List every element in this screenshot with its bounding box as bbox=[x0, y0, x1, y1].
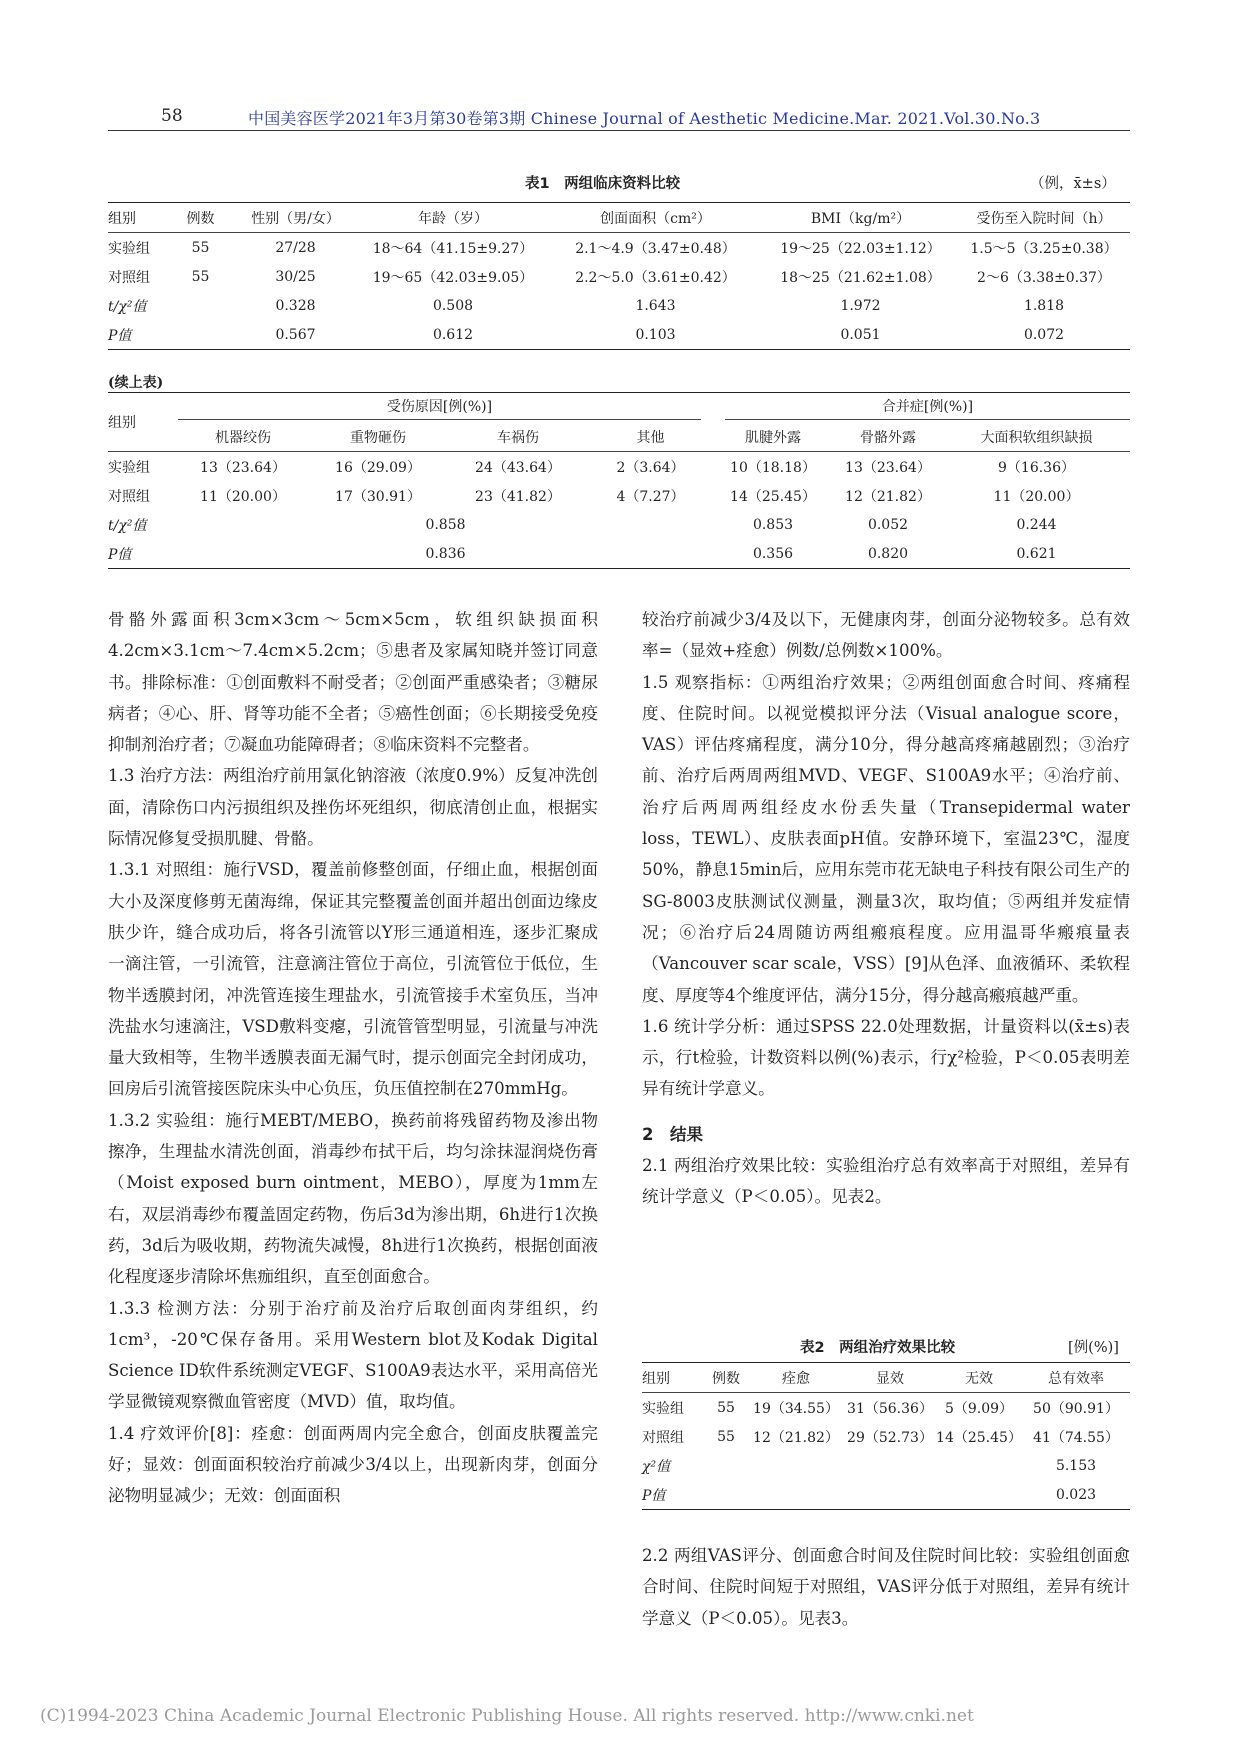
table2-cell: 5（9.09） bbox=[944, 1400, 1014, 1417]
table1b-cell: 23（41.82） bbox=[475, 488, 561, 505]
table1b-cell: 0.820 bbox=[867, 545, 909, 562]
table1-cell: 27/28 bbox=[275, 239, 316, 256]
table-row bbox=[108, 262, 1130, 291]
table2-header: 痊愈 bbox=[782, 1370, 810, 1387]
table2-header: 无效 bbox=[965, 1370, 993, 1387]
table1-continued-label: (续上表) bbox=[108, 375, 164, 391]
table1b-cause-header bbox=[178, 393, 713, 423]
table2-header: 总有效率 bbox=[1048, 1370, 1104, 1387]
table1b-subheader: 车祸伤 bbox=[497, 429, 539, 446]
table1b-cell: 2（3.64） bbox=[616, 459, 685, 476]
table1-header: 年龄（岁） bbox=[418, 210, 488, 227]
table1-cell: 对照组 bbox=[108, 269, 150, 286]
page-header bbox=[108, 106, 1130, 130]
table2-cell: 14（25.45） bbox=[936, 1429, 1022, 1446]
table1b-cell: 0.858 bbox=[425, 516, 466, 533]
table1b-cell: 11（20.00） bbox=[200, 488, 286, 505]
table1-cell: 19～65（42.03±9.05） bbox=[372, 269, 534, 286]
table1b-cell: 24（43.64） bbox=[475, 459, 561, 476]
table2 bbox=[642, 1362, 1130, 1510]
table1-cell: 0.103 bbox=[635, 326, 676, 343]
table-row bbox=[108, 481, 1130, 510]
table1-cell: 1.818 bbox=[1023, 297, 1065, 314]
table1-cell: 0.508 bbox=[432, 297, 474, 314]
table2-cell: 19（34.55） bbox=[753, 1400, 839, 1417]
table-row bbox=[108, 320, 1130, 350]
table1-continued bbox=[108, 392, 1130, 569]
paragraph: 1.6 统计学分析：通过SPSS 22.0处理数据，计量资料以(x̄±s)表示，行t检验，计数资料以例(%)表示，行χ²检验，P＜0.05表明差异有统计学意义。 bbox=[642, 1016, 1130, 1099]
table1-cell: 0.612 bbox=[432, 326, 474, 343]
table2-unit: [例(%)] bbox=[1068, 1340, 1119, 1356]
table1b-comp-header-text: 合并症[例(%)] bbox=[725, 396, 1130, 420]
table1-cell: 0.072 bbox=[1023, 326, 1065, 343]
table2-cell bbox=[704, 1480, 748, 1510]
paragraph: 1.3 治疗方法：两组治疗前用氯化钠溶液（浓度0.9%）反复冲洗创面，清除伤口内污损组织及挫伤坏死组织，彻底清创止血，根据实际情况修复受损肌腱、骨骼。 bbox=[108, 766, 598, 849]
table2-cell: 对照组 bbox=[642, 1429, 684, 1446]
table1b-subheader: 重物砸伤 bbox=[350, 429, 406, 446]
table-row bbox=[108, 452, 1130, 482]
table1b-cell: 0.244 bbox=[1016, 516, 1057, 533]
paragraph: 1.3.1 对照组：施行VSD，覆盖前修整创面，仔细止血，根据创面大小及深度修剪无菌海绵，保证其完整覆盖创面并超出创面边缘皮肤少许，缝合成功后，将各引流管以Y形三通道相连，逐步汇聚成一滴注管，一引流管，注意滴注管位于高位，引流管位于低位，生物半透膜封闭，冲洗管连接生理盐水，引流管接手术室负压，当冲洗盐水匀速滴注，VSD敷料变瘪，引流管管型明显，引流量与冲洗量大致相等，生物半透膜表面无漏气时，提示创面完全封闭成功，回房后引流管接医院床头中心负压，负压值控制在270mmHg。 bbox=[108, 860, 598, 1099]
table1-cell: 2.2～5.0（3.61±0.42） bbox=[575, 269, 736, 286]
paragraph: 1.4 疗效评价[8]：痊愈：创面两周内完全愈合，创面皮肤覆盖完好；显效：创面面积较治疗前减少3/4以上，出现新肉芽，创面分泌物明显减少；无效：创面面积 bbox=[108, 1423, 598, 1506]
table-row bbox=[108, 233, 1130, 263]
table2-cell: χ²值 bbox=[642, 1458, 671, 1475]
section-heading-results: 2 结果 bbox=[642, 1124, 703, 1144]
table1-cell: t/χ²值 bbox=[108, 298, 147, 315]
table-row bbox=[108, 291, 1130, 320]
table1b-cell: 14（25.45） bbox=[730, 488, 816, 505]
results-2-2 bbox=[642, 1540, 1130, 1634]
table1-cell: 18～64（41.15±9.27） bbox=[372, 240, 534, 257]
table2-cell bbox=[704, 1451, 748, 1480]
table1b-cell: 0.621 bbox=[1016, 545, 1057, 562]
table2-caption: 表2 两组治疗效果比较 bbox=[800, 1340, 956, 1356]
paragraph: 1.3.2 实验组：施行MEBT/MEBO，换药前将残留药物及渗出物擦净，生理盐水清洗创面，消毒纱布拭干后，均匀涂抹湿润烧伤膏（Moist exposed burn ointment，MEBO），厚度为1mm左右，双层消毒纱布覆盖固定药物，伤后3d为渗出期，6h进行1次换药，3d后为吸收期，药物流失减慢，8h进行1次换药，根据创面液化程度逐步清除坏焦痂组织，直至创面愈合。 bbox=[108, 1110, 598, 1287]
table1-cell: 0.328 bbox=[275, 297, 316, 314]
right-column bbox=[642, 604, 1130, 1213]
table1b-subheader: 大面积软组织缺损 bbox=[980, 429, 1093, 446]
paragraph: 骨骼外露面积3cm×3cm～5cm×5cm，软组织缺损面积4.2cm×3.1cm～7.4cm×5.2cm；⑤患者及家属知晓并签订同意书。排除标准：①创面敷料不耐受者；②创面严重感染者；③糖尿病者；④心、肝、肾等功能不全者；⑤癌性创面；⑥长期接受免疫抑制剂治疗者；⑦凝血功能障碍者；⑧临床资料不完整者。 bbox=[108, 610, 598, 755]
table1-header: 例数 bbox=[186, 210, 215, 227]
table1b-subheader: 机器绞伤 bbox=[215, 429, 271, 446]
table1-cell: 实验组 bbox=[108, 240, 150, 257]
table-row bbox=[642, 1451, 1130, 1480]
table2-cell bbox=[748, 1451, 844, 1480]
table1b-cell: 10（18.18） bbox=[730, 459, 816, 476]
table1-cell: 18～25（21.62±1.08） bbox=[780, 269, 941, 286]
paragraph: 2.1 两组治疗效果比较：实验组治疗总有效率高于对照组，差异有统计学意义（P＜0.05）。见表2。 bbox=[642, 1156, 1130, 1207]
table1-cell: 0.051 bbox=[840, 326, 881, 343]
table1-cell: 0.567 bbox=[275, 326, 316, 343]
left-column bbox=[108, 604, 598, 1512]
table1b-cell: P值 bbox=[108, 546, 132, 563]
table1b-cell: 对照组 bbox=[108, 488, 150, 505]
table1b-subheader-row bbox=[108, 422, 1130, 452]
table2-cell bbox=[844, 1451, 936, 1480]
table2-header: 显效 bbox=[876, 1370, 904, 1387]
paragraph: 2.2 两组VAS评分、创面愈合时间及住院时间比较：实验组创面愈合时间、住院时间短于对照组，VAS评分低于对照组，差异有统计学意义（P＜0.05）。见表3。 bbox=[642, 1546, 1130, 1628]
table1b-cell: 0.052 bbox=[867, 516, 909, 533]
page-number: 58 bbox=[161, 106, 183, 126]
table2-cell: 31（56.36） bbox=[847, 1400, 933, 1417]
table2-cell bbox=[936, 1480, 1022, 1510]
table-row bbox=[642, 1422, 1130, 1451]
table1b-cell: 4（7.27） bbox=[616, 488, 685, 505]
table2-cell: 41（74.55） bbox=[1033, 1429, 1119, 1446]
table1 bbox=[108, 202, 1130, 350]
table1b-subheader: 肌腱外露 bbox=[745, 429, 801, 446]
table2-header-row bbox=[642, 1363, 1130, 1393]
table2-cell: 29（52.73） bbox=[847, 1429, 933, 1446]
table1-header: BMI（kg/m²） bbox=[810, 210, 911, 227]
table1-cell: 1.972 bbox=[840, 297, 881, 314]
table2-cell: 55 bbox=[717, 1428, 735, 1445]
copyright-footer: (C)1994-2023 China Academic Journal Electronic Publishing House. All rights reserved. http://www.cnki.net bbox=[40, 1706, 974, 1726]
table2-cell bbox=[748, 1480, 844, 1510]
table1b-cell: 13（23.64） bbox=[845, 459, 931, 476]
table1-header-row bbox=[108, 203, 1130, 233]
table2-cell: 0.023 bbox=[1055, 1486, 1097, 1503]
table1b-cell: 17（30.91） bbox=[335, 488, 421, 505]
table1-cell: 2.1～4.9（3.47±0.48） bbox=[575, 240, 736, 257]
table2-cell: 5.153 bbox=[1055, 1457, 1097, 1474]
table-row bbox=[642, 1480, 1130, 1510]
table1b-group-header: 组别 bbox=[108, 393, 178, 452]
table2-cell: 12（21.82） bbox=[753, 1429, 839, 1446]
paragraph: 较治疗前减少3/4及以下，无健康肉芽，创面分泌物较多。总有效率=（显效+痊愈）例数/总例数×100%。 bbox=[642, 610, 1130, 661]
table1b-cell: t/χ²值 bbox=[108, 517, 147, 534]
table1b-cell: 11（20.00） bbox=[993, 488, 1080, 505]
header-rule bbox=[108, 130, 1130, 131]
table1-cell: 1.643 bbox=[635, 297, 676, 314]
paragraph: 1.3.3 检测方法：分别于治疗前及治疗后取创面肉芽组织，约1cm³，-20℃保存备用。采用Western blot及Kodak Digital Science ID软件系统测定VEGF、S100A9表达水平，采用高倍光学显微镜观察微血管密度（MVD）值，取均值。 bbox=[108, 1298, 598, 1412]
journal-title: 中国美容医学2021年3月第30卷第3期 Chinese Journal of Aesthetic Medicine.Mar. 2021.Vol.30.No.3 bbox=[248, 109, 1041, 128]
table1-cell bbox=[168, 320, 233, 350]
table2-cell bbox=[936, 1451, 1022, 1480]
table1b-cell: 9（16.36） bbox=[998, 459, 1075, 476]
table1b-cell: 0.853 bbox=[752, 516, 794, 533]
table2-cell: 55 bbox=[717, 1399, 735, 1416]
table1b-cell: 13（23.64） bbox=[200, 459, 286, 476]
table1-cell bbox=[168, 291, 233, 320]
table1-cell: P值 bbox=[108, 327, 132, 344]
table1-caption: 表1 两组临床资料比较 bbox=[525, 176, 681, 192]
table1b-comp-header bbox=[713, 393, 1130, 423]
table2-cell bbox=[844, 1480, 936, 1510]
table1b-cell: 0.836 bbox=[425, 545, 466, 562]
table1-cell: 55 bbox=[191, 268, 210, 285]
table1b-cell: 16（29.09） bbox=[335, 459, 421, 476]
table1b-cause-header-text: 受伤原因[例(%)] bbox=[178, 396, 701, 420]
paragraph: 1.5 观察指标：①两组治疗效果；②两组创面愈合时间、疼痛程度、住院时间。以视觉模拟评分法（Visual analogue score，VAS）评估疼痛程度，满分10分，得分越高疼痛越剧烈；③治疗前、治疗后两周两组MVD、VEGF、S100A9水平；④治疗前、治疗后两周两组经皮水份丢失量（Transepidermal water loss，TEWL）、皮肤表面pH值。安静环境下，室温23℃，湿度50%，静息15min后，应用东莞市花无缺电子科技有限公司生产的SG-8003皮肤测试仪测量，测量3次，取均值；⑤两组并发症情况；⑥治疗后24周随访两组瘢痕程度。应用温哥华瘢痕量表（Vancouver scar scale，VSS）[9]从色泽、血液循环、柔软程度、厚度等4个维度评估，满分15分，得分越高瘢痕越严重。 bbox=[642, 672, 1130, 1005]
table1-header: 受伤至入院时间（h） bbox=[976, 210, 1112, 227]
table2-header: 例数 bbox=[712, 1370, 740, 1387]
table1b-cell: 0.356 bbox=[752, 545, 794, 562]
table1-unit: （例，x̄±s） bbox=[1030, 176, 1116, 192]
table1-header: 组别 bbox=[108, 210, 136, 227]
table2-cell: 50（90.91） bbox=[1033, 1400, 1119, 1417]
table1b-subheader: 骨骼外露 bbox=[860, 429, 916, 446]
table1-cell: 19～25（22.03±1.12） bbox=[780, 240, 941, 257]
table-row bbox=[108, 539, 1130, 569]
table1-cell: 30/25 bbox=[275, 268, 316, 285]
table1b-cell: 实验组 bbox=[108, 459, 150, 476]
table1b-subheader: 其他 bbox=[636, 429, 665, 446]
table1-cell: 55 bbox=[191, 239, 210, 256]
table2-cell: P值 bbox=[642, 1487, 666, 1504]
table-row bbox=[108, 510, 1130, 539]
table1-header: 性别（男/女） bbox=[251, 210, 340, 227]
table1-header: 创面面积（cm²） bbox=[600, 210, 711, 227]
table1-cell: 2～6（3.38±0.37） bbox=[977, 269, 1111, 286]
table2-cell: 实验组 bbox=[642, 1400, 684, 1417]
table-row bbox=[642, 1393, 1130, 1423]
table2-header: 组别 bbox=[642, 1370, 670, 1387]
table1-cell: 1.5～5（3.25±0.38） bbox=[970, 240, 1118, 257]
table1b-cell: 12（21.82） bbox=[845, 488, 931, 505]
